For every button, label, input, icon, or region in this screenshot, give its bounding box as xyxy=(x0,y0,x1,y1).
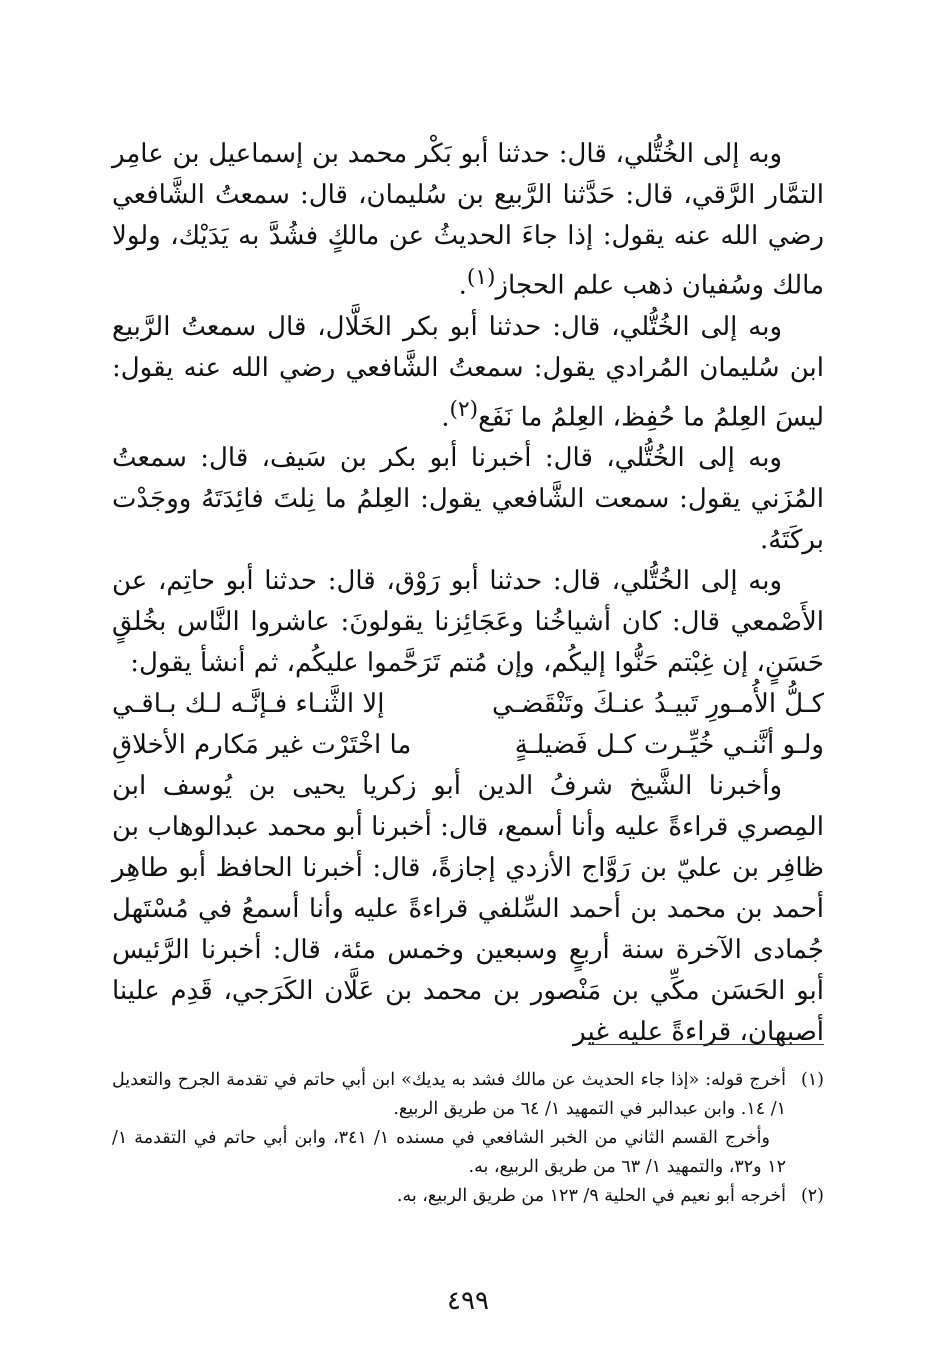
paragraph-5: وأخبرنا الشَّيخ شرفُ الدين أبو زكريا يحيى بن يُوسف ابن المِصري قراءةً عليه وأنا أسمع، قال: أخبرنا أبو محمد عبدالوهاب بن ظافِر بن عليّ بن رَوَّاج الأزدي إجازةً، قال: أخبرنا الحافظ أبو طاهِر أحمد بن محمد بن أحمد السِّلفي قراءةً عليه وأنا أسمعُ في مُسْتَهل جُمادى الآخرة سنة أربعٍ وسبعين وخمس مئة، قال: أخبرنا الرَّئيس أبو الحَسَن مكِّي بن مَنْصور بن محمد بن عَلَّان الكَرَجي، قَدِم علينا أصبهان، قراءةً عليه غير xyxy=(112,771,824,1048)
footnote-ref-2: (٢) xyxy=(449,396,479,422)
footnote-1-label: (١) xyxy=(800,1070,824,1090)
paragraph-4: وبه إلى الخُتُّلي، قال: حدثنا أبو رَوْق، قال: حدثنا أبو حاتِم، عن الأَصْمعي قال: كان أشياخُنا وعَجَائِزنا يقولونَ: عاشروا النَّاس بخُلقٍ حَسَنٍ، إن غِبْتم حَنُّوا إليكُم، وإن مُتم تَرَحَّموا عليكُم، ثم أنشأ يقول: xyxy=(112,566,824,679)
main-text xyxy=(112,134,824,1053)
footnote-1 xyxy=(112,1066,824,1124)
footnotes xyxy=(112,1066,824,1211)
verse-2-second-hemistich: ما اخْتَرْت غير مَكارم الأخلاقِ xyxy=(112,730,412,761)
footnote-2 xyxy=(112,1182,824,1211)
paragraph-3: وبه إلى الخُتُّلي، قال: أخبرنا أبو بكر بن سَيف، قال: سمعتُ المُزَني يقول: سمعت الشَّافعي يقول: العِلمُ ما نِلتَ فائِدَتَهُ ووجَدْت بركَتَهُ. xyxy=(112,443,824,556)
paragraph-2-text: وبه إلى الخُتُّلي، قال: حدثنا أبو بكر الخَلَّال، قال سمعتُ الرَّبيع ابن سُليمان المُرادي يقول: سمعتُ الشَّافعي رضي الله عنه يقول: ليسَ العِلمُ ما حُفِظ، العِلمُ ما نَفَع xyxy=(112,311,824,433)
paragraph-1: وبه إلى الخُتُّلي، قال: حدثنا أبو بَكْر محمد بن إسماعيل بن عامِر التمَّار الرَّقي، قال: حَدَّثنا الرَّبيع بن سُليمان، قال: سمعتُ الشَّافعي رضي الله عنه يقول: إذا جاءَ الحديثُ عن مالكٍ فشُدَّ به يَدَيْك، ولولا مالك وسُفيان ذهب علم الحجاز$^{(١)}$. xyxy=(112,139,824,301)
footnote-1-text: أخرج قوله: «إذا جاء الحديث عن مالك فشد به يديك» ابن أبي حاتم في تقدمة الجرح والتعديل ١/ ١٤. وابن عبدالبر في التمهيد ١/ ٦٤ من طريق الربيع. xyxy=(112,1070,786,1119)
footnote-2-text: أخرجه أبو نعيم في الحلية ٩/ ١٢٣ من طريق الربيع، به. xyxy=(396,1186,786,1206)
paragraph-2: وبه إلى الخُتُّلي، قال: حدثنا أبو بكر الخَلَّال، قال سمعتُ الرَّبيع ابن سُليمان المُرادي يقول: سمعتُ الشَّافعي رضي الله عنه يقول: ليسَ العِلمُ ما حُفِظ، العِلمُ ما نَفَع$^{(٢)}$. xyxy=(112,311,824,433)
page-number: ٤٩٩ xyxy=(447,1286,489,1316)
paragraph-1-text: وبه إلى الخُتُّلي، قال: حدثنا أبو بَكْر محمد بن إسماعيل بن عامِر التمَّار الرَّقي، قال: حَدَّثنا الرَّبيع بن سُليمان، قال: سمعتُ الشَّافعي رضي الله عنه يقول: إذا جاءَ الحديثُ عن مالكٍ فشُدَّ به يَدَيْك، ولولا مالك وسُفيان ذهب علم الحجاز xyxy=(112,139,824,301)
verse-1-second-hemistich: إلا الثَّنـاء فـإنَّـه لـك بـاقـي xyxy=(112,689,385,720)
footnote-separator xyxy=(588,1044,824,1045)
verse-1-first-hemistich: كـلُّ الأُمـورِ تَبيـدُ عنـكَ وتَنْقَضـي xyxy=(491,689,824,720)
poem-verse-2 xyxy=(112,725,824,766)
verse-2-first-hemistich: ولـو أنَّنـي خُيِّـرت كـل فَضيلـةٍ xyxy=(514,730,824,761)
footnote-1-continuation: وأخرج القسم الثاني من الخبر الشافعي في مسنده ١/ ٣٤١، وابن أبي حاتم في التقدمة ١/ ١٢ و٣٢، والتمهيد ١/ ٦٣ من طريق الربيع، به. xyxy=(112,1128,786,1177)
poem-verse-1 xyxy=(112,684,824,725)
footnote-ref-1: (١) xyxy=(466,265,496,290)
footnote-2-label: (٢) xyxy=(800,1186,824,1206)
